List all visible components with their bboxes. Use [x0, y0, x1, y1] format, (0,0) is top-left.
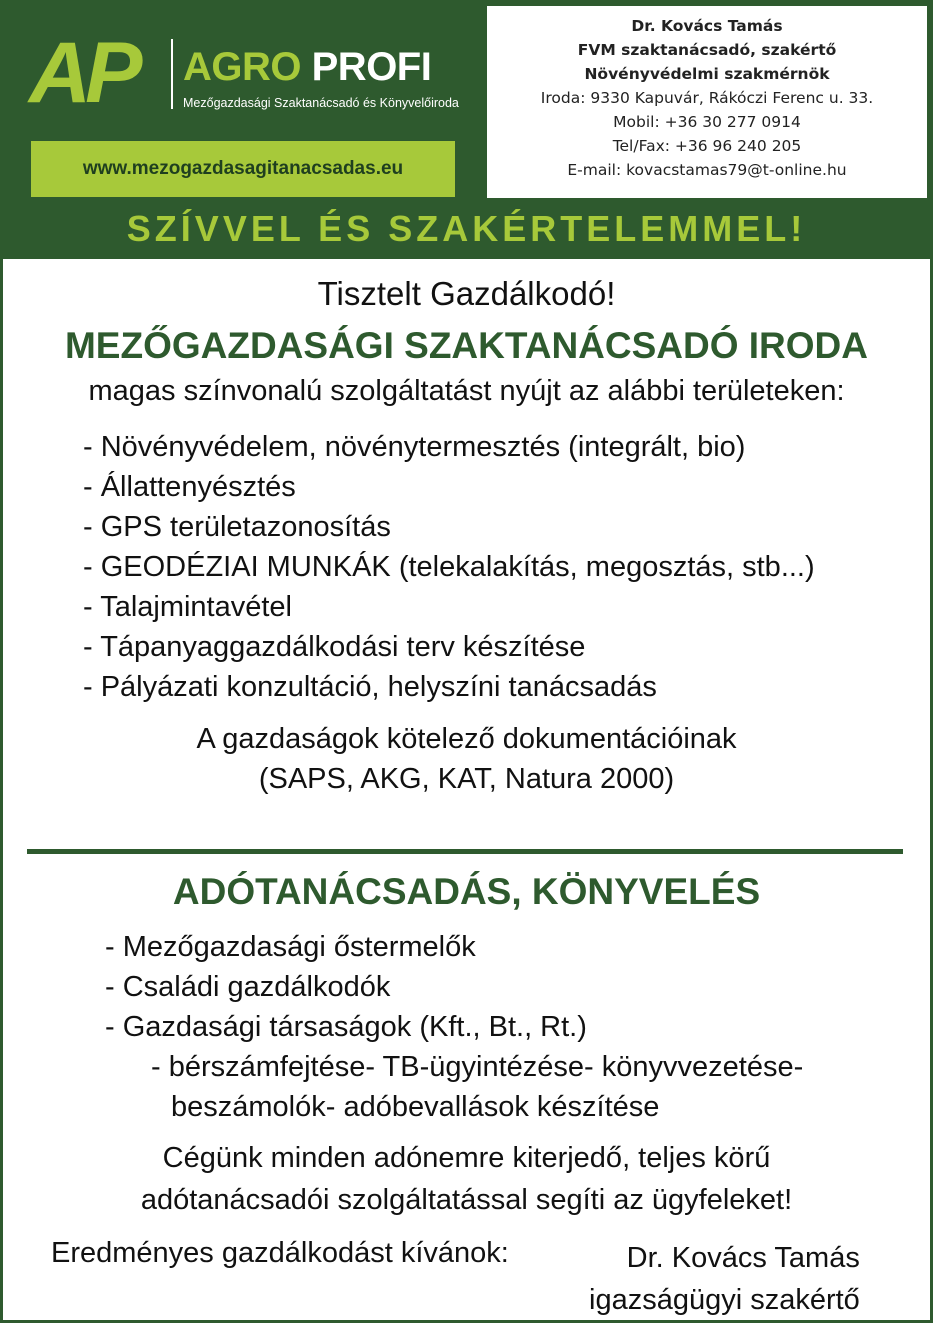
contact-telfax: Tel/Fax: +36 96 240 205	[612, 137, 802, 155]
logo-divider	[171, 39, 173, 109]
list-item: - Gazdasági társaságok (Kft., Bt., Rt.)	[105, 1011, 587, 1043]
list-item: - Tápanyaggazdálkodási terv készítése	[83, 631, 586, 663]
logo-name	[183, 45, 431, 89]
documentation-note	[3, 719, 930, 799]
contact-title-1: FVM szaktanácsadó, szakértő	[577, 41, 837, 59]
list-item: - GPS területazonosítás	[83, 511, 391, 543]
services-list	[83, 427, 815, 707]
contact-mobile: Mobil: +36 30 277 0914	[613, 113, 801, 131]
website-link[interactable]: www.mezogazdasagitanacsadas.eu	[82, 158, 404, 179]
slogan: SZÍVVEL ÉS SZAKÉRTELEMMEL!	[126, 208, 807, 249]
logo-name-agro: AGRO	[183, 45, 301, 89]
signature-wish: Eredményes gazdálkodást kívánok:	[51, 1237, 509, 1269]
documentation-line-1: A gazdaságok kötelező dokumentációinak	[196, 723, 737, 755]
section-divider	[27, 849, 903, 854]
list-item: - Mezőgazdasági őstermelők	[105, 931, 476, 963]
list-subitem-2: beszámolók- adóbevallások készítése	[171, 1091, 660, 1123]
list-item: - Családi gazdálkodók	[105, 971, 391, 1003]
list-item: - Talajmintavétel	[83, 591, 293, 623]
closing-line-2: adótanácsadói szolgáltatással segíti az ügyfeleket!	[140, 1184, 793, 1216]
list-item: - GEODÉZIAI MUNKÁK (telekalakítás, megosztás, stb...)	[83, 551, 815, 583]
logo	[27, 25, 467, 123]
section1-intro: magas színvonalú szolgáltatást nyújt az alábbi területeken:	[88, 375, 845, 407]
section1-heading: MEZŐGAZDASÁGI SZAKTANÁCSADÓ IRODA	[64, 325, 868, 366]
logo-name-profi: PROFI	[311, 45, 432, 89]
contact-email[interactable]: E-mail: kovacstamas79@t-online.hu	[567, 161, 847, 179]
slogan-bar	[3, 199, 930, 259]
contact-office: Iroda: 9330 Kapuvár, Rákóczi Ferenc u. 33.	[540, 89, 874, 107]
list-item: - Pályázati konzultáció, helyszíni tanácsadás	[83, 671, 657, 703]
greeting: Tisztelt Gazdálkodó!	[317, 275, 616, 312]
signature-title: igazságügyi szakértő	[589, 1284, 860, 1316]
documentation-line-2: (SAPS, AKG, KAT, Natura 2000)	[258, 763, 675, 795]
closing-note	[3, 1137, 930, 1221]
list-item: - Növényvédelem, növénytermesztés (integrált, bio)	[83, 431, 746, 463]
contact-box	[487, 6, 927, 198]
list-item: - Állattenyésztés	[83, 471, 296, 503]
logo-subtitle: Mezőgazdasági Szaktanácsadó és Könyvelőiroda	[183, 96, 459, 110]
accounting-list	[105, 927, 803, 1127]
section2-heading: ADÓTANÁCSADÁS, KÖNYVELÉS	[172, 871, 761, 912]
contact-name: Dr. Kovács Tamás	[631, 17, 783, 35]
signature-name: Dr. Kovács Tamás	[626, 1242, 860, 1274]
logo-mark: AP	[29, 25, 137, 121]
list-subitem-1: - bérszámfejtése- TB-ügyintézése- könyvvezetése-	[151, 1051, 804, 1083]
closing-line-1: Cégünk minden adónemre kiterjedő, teljes körű	[162, 1142, 771, 1174]
signature	[589, 1237, 860, 1321]
contact-title-2: Növényvédelmi szakmérnök	[584, 65, 830, 83]
website-bar[interactable]	[31, 141, 455, 197]
header	[3, 3, 930, 199]
